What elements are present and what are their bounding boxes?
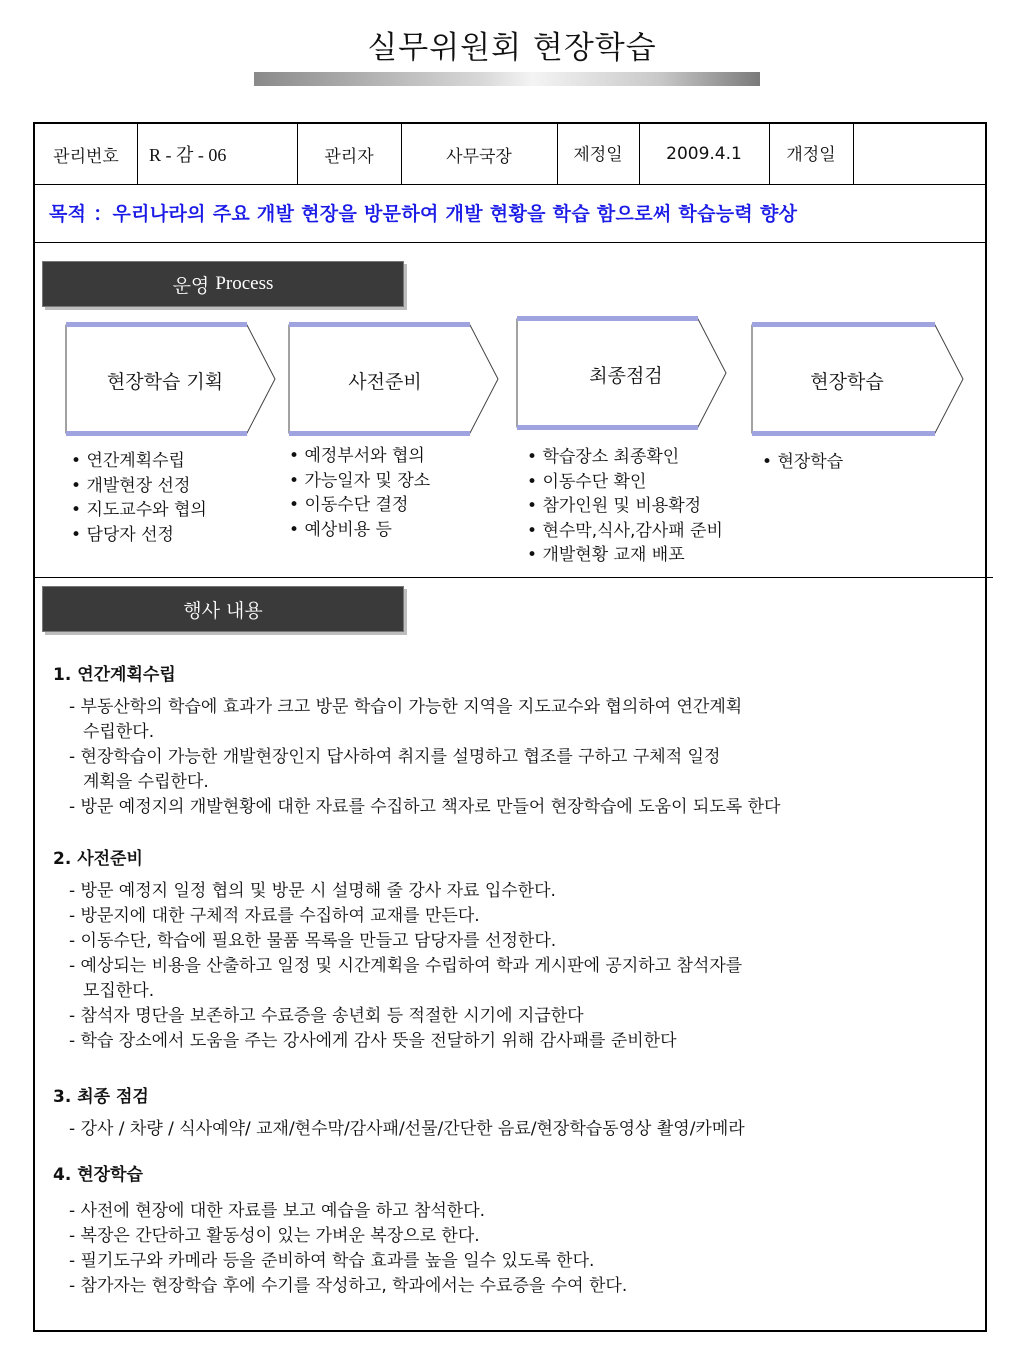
list-item: • 가능일자 및 장소 bbox=[289, 469, 430, 494]
step-label: 현장학습 기획 bbox=[106, 370, 224, 393]
content-line: - 부동산학의 학습에 효과가 크고 방문 학습이 가능한 지역을 지도교수와 협의하여 연간계획 bbox=[69, 697, 743, 717]
list-item: • 개발현황 교재 배포 bbox=[527, 543, 723, 568]
title-underline bbox=[254, 72, 760, 86]
list-item: • 담당자 선정 bbox=[71, 523, 207, 548]
manager-label: 관리자 bbox=[324, 146, 374, 167]
content-line: - 방문지에 대한 구체적 자료를 수집하여 교재를 만든다. bbox=[69, 906, 480, 926]
purpose-text: 목적 ：우리나라의 주요 개발 현장을 방문하여 개발 현황을 학습 함으로써 학습능력 향상 bbox=[49, 203, 798, 225]
process-step-planning bbox=[65, 321, 277, 439]
content-line: - 방문 예정지의 개발현황에 대한 자료를 수집하고 책자로 만들어 현장학습에 도움이 되도록 한다 bbox=[69, 797, 781, 817]
list-item: • 이동수단 결정 bbox=[289, 493, 430, 518]
process-header-suffix: Process bbox=[215, 273, 274, 294]
page-title: 실무위원회 현장학습 bbox=[367, 30, 657, 66]
step-bullets-preparation bbox=[289, 444, 430, 542]
section-heading: 2. 사전준비 bbox=[53, 849, 143, 869]
list-item: • 예정부서와 협의 bbox=[289, 444, 430, 469]
row-divider bbox=[35, 577, 993, 578]
content-line: - 예상되는 비용을 산출하고 일정 및 시간계획을 수립하여 학과 게시판에 공지하고 참석자를 bbox=[69, 956, 743, 976]
list-item: • 개발현장 선정 bbox=[71, 474, 207, 499]
step-label: 최종점검 bbox=[589, 364, 663, 387]
content-line: 모집한다. bbox=[83, 981, 155, 1001]
event-section-header: 행사 내용 bbox=[42, 586, 404, 632]
step-label: 사전준비 bbox=[348, 370, 422, 393]
content-line: - 방문 예정지 일정 협의 및 방문 시 설명해 줄 강사 자료 입수한다. bbox=[69, 881, 556, 901]
manager-value: 사무국장 bbox=[446, 146, 512, 167]
established-value: 2009.4.1 bbox=[666, 144, 742, 164]
established-label: 제정일 bbox=[573, 145, 623, 165]
section-heading: 4. 현장학습 bbox=[53, 1165, 143, 1185]
list-item: • 예상비용 등 bbox=[289, 518, 430, 543]
list-item: • 현수막,식사,감사패 준비 bbox=[527, 519, 723, 544]
step-bullets-planning bbox=[71, 449, 207, 547]
row-divider bbox=[35, 184, 985, 185]
section-final-check bbox=[53, 1082, 993, 1142]
row-divider bbox=[35, 242, 985, 243]
list-item: • 학습장소 최종확인 bbox=[527, 445, 723, 470]
revised-label: 개정일 bbox=[786, 145, 836, 165]
content-line: 계획을 수립한다. bbox=[83, 772, 209, 792]
process-step-preparation bbox=[288, 321, 500, 439]
list-item: • 지도교수와 협의 bbox=[71, 498, 207, 523]
list-item: • 참가인원 및 비용확정 bbox=[527, 494, 723, 519]
content-line: - 이동수단, 학습에 필요한 물품 목록을 만들고 담당자를 선정한다. bbox=[69, 931, 557, 951]
content-line: - 참가자는 현장학습 후에 수기를 작성하고, 학과에서는 수료증을 수여 한다. bbox=[69, 1276, 628, 1296]
content-line: - 강사 / 차량 / 식사예약/ 교재/현수막/감사패/선물/간단한 음료/현장학습동영상 촬영/카메라 bbox=[69, 1119, 745, 1139]
process-step-final-check bbox=[516, 315, 728, 433]
section-heading: 3. 최종 점검 bbox=[53, 1087, 149, 1107]
section-annual-plan bbox=[53, 660, 993, 820]
content-line: - 학습 장소에서 도움을 주는 강사에게 감사 뜻을 전달하기 위해 감사패를 준비한다 bbox=[69, 1031, 677, 1051]
process-section-header bbox=[42, 261, 404, 307]
content-line: - 복장은 간단하고 활동성이 있는 가벼운 복장으로 한다. bbox=[69, 1226, 480, 1246]
step-bullets-final-check bbox=[527, 445, 723, 568]
step-bullets-field-study bbox=[762, 450, 843, 475]
step-label: 현장학습 bbox=[810, 370, 884, 393]
content-line: - 현장학습이 가능한 개발현장인지 답사하여 취지를 설명하고 협조를 구하고 구체적 일정 bbox=[69, 747, 721, 767]
section-preparation bbox=[53, 844, 993, 1054]
section-heading: 1. 연간계획수립 bbox=[53, 665, 176, 685]
process-header-prefix: 운영 bbox=[172, 274, 210, 297]
content-line: 수립한다. bbox=[83, 722, 155, 742]
content-line: - 필기도구와 카메라 등을 준비하여 학습 효과를 높을 일수 있도록 한다. bbox=[69, 1251, 595, 1271]
content-line: - 참석자 명단을 보존하고 수료증을 송년회 등 적절한 시기에 지급한다 bbox=[69, 1006, 584, 1026]
section-field-study bbox=[53, 1160, 993, 1299]
document-frame bbox=[33, 122, 987, 1332]
mgmt-no-value: R - 감 - 06 bbox=[149, 145, 227, 165]
process-step-field-study bbox=[751, 321, 965, 439]
list-item: • 이동수단 확인 bbox=[527, 470, 723, 495]
mgmt-no-label: 관리번호 bbox=[53, 146, 119, 167]
list-item: • 연간계획수립 bbox=[71, 449, 207, 474]
content-line: - 사전에 현장에 대한 자료를 보고 예습을 하고 참석한다. bbox=[69, 1201, 486, 1221]
list-item: • 현장학습 bbox=[762, 450, 843, 475]
revised-value bbox=[853, 124, 985, 184]
